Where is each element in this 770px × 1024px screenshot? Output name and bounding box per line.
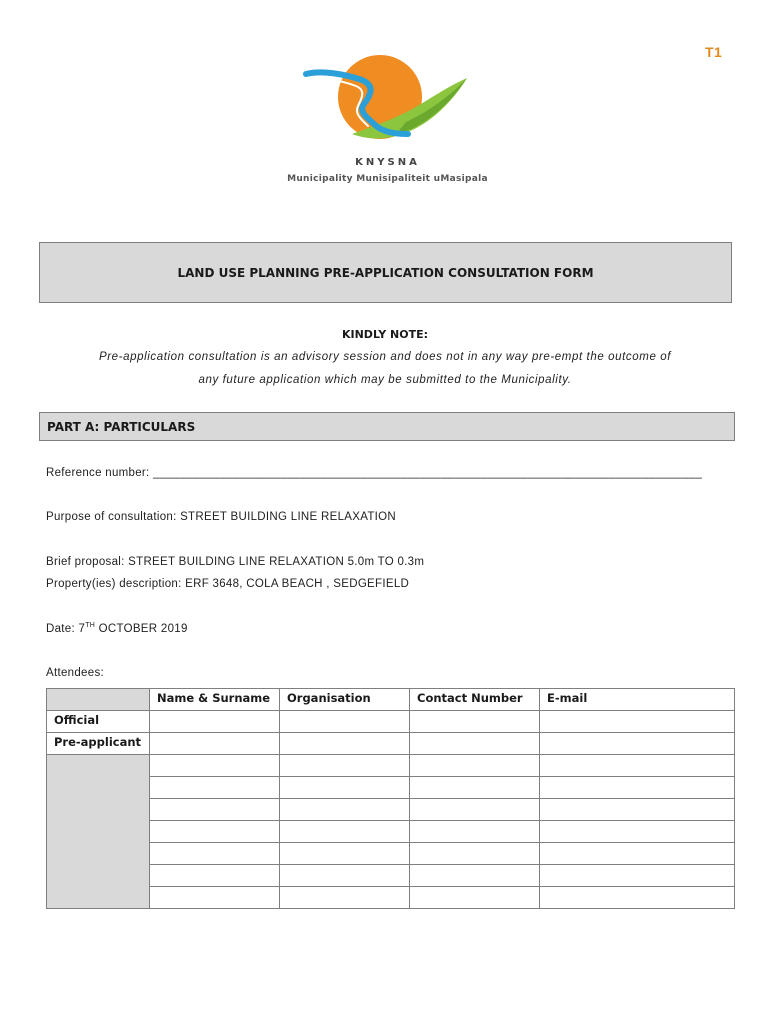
form-code: T1 [705, 44, 723, 60]
email-cell[interactable] [540, 755, 735, 777]
table-row [47, 799, 735, 821]
contact-cell[interactable] [410, 755, 540, 777]
email-cell[interactable] [540, 865, 735, 887]
header-name-surname: Name & Surname [150, 689, 280, 711]
email-cell[interactable] [540, 777, 735, 799]
table-row [47, 777, 735, 799]
part-a-heading: PART A: PARTICULARS [47, 419, 196, 434]
email-cell[interactable] [540, 711, 735, 733]
table-row [47, 865, 735, 887]
name-cell[interactable] [150, 865, 280, 887]
reference-number-field[interactable]: Reference number: __________________________________________________________________________________ [46, 467, 703, 479]
brief-proposal-field[interactable]: Brief proposal: STREET BUILDING LINE RELAXATION 5.0m TO 0.3m [46, 556, 425, 568]
header-contact-number: Contact Number [410, 689, 540, 711]
attendees-label: Attendees: [46, 667, 104, 679]
contact-cell[interactable] [410, 843, 540, 865]
organisation-cell[interactable] [280, 755, 410, 777]
contact-cell[interactable] [410, 777, 540, 799]
form-title-box [39, 242, 732, 303]
email-cell[interactable] [540, 887, 735, 909]
email-cell[interactable] [540, 821, 735, 843]
logo-tagline: Municipality Munisipaliteit uMasipala [287, 174, 488, 184]
contact-cell[interactable] [410, 887, 540, 909]
name-cell[interactable] [150, 755, 280, 777]
logo-name: KNYSNA [355, 157, 420, 168]
logo-emblem-icon [300, 50, 475, 155]
header-organisation: Organisation [280, 689, 410, 711]
name-cell[interactable] [150, 799, 280, 821]
organisation-cell[interactable] [280, 843, 410, 865]
name-cell[interactable] [150, 887, 280, 909]
note-line-2: any future application which may be submitted to the Municipality. [198, 374, 572, 386]
row-label-pre-applicant: Pre-applicant [47, 733, 150, 755]
table-header-row [47, 689, 735, 711]
table-row [47, 821, 735, 843]
date-field[interactable] [46, 623, 188, 635]
note-heading: KINDLY NOTE: [341, 328, 429, 341]
email-cell[interactable] [540, 843, 735, 865]
table-row [47, 887, 735, 909]
organisation-cell[interactable] [280, 799, 410, 821]
part-a-header [39, 412, 735, 441]
date-prefix: Date: 7 [46, 623, 86, 635]
name-cell[interactable] [150, 733, 280, 755]
header-cell-blank [47, 689, 150, 711]
knysna-logo [287, 50, 488, 190]
grey-label-block [47, 755, 150, 909]
property-description-field[interactable]: Property(ies) description: ERF 3648, COLA BEACH , SEDGEFIELD [46, 578, 410, 590]
name-cell[interactable] [150, 821, 280, 843]
organisation-cell[interactable] [280, 887, 410, 909]
contact-cell[interactable] [410, 821, 540, 843]
name-cell[interactable] [150, 777, 280, 799]
contact-cell[interactable] [410, 799, 540, 821]
organisation-cell[interactable] [280, 821, 410, 843]
purpose-field[interactable]: Purpose of consultation: STREET BUILDING LINE RELAXATION [46, 511, 397, 523]
table-row [47, 843, 735, 865]
name-cell[interactable] [150, 711, 280, 733]
row-label-official: Official [47, 711, 150, 733]
organisation-cell[interactable] [280, 865, 410, 887]
email-cell[interactable] [540, 799, 735, 821]
date-rest: OCTOBER 2019 [95, 623, 188, 635]
organisation-cell[interactable] [280, 711, 410, 733]
table-row [47, 733, 735, 755]
name-cell[interactable] [150, 843, 280, 865]
note-line-1: Pre-application consultation is an advisory session and does not in any way pre-empt the outcome of [98, 351, 672, 363]
attendees-table [46, 688, 735, 909]
contact-cell[interactable] [410, 711, 540, 733]
contact-cell[interactable] [410, 865, 540, 887]
email-cell[interactable] [540, 733, 735, 755]
organisation-cell[interactable] [280, 777, 410, 799]
organisation-cell[interactable] [280, 733, 410, 755]
date-superscript: TH [85, 622, 96, 629]
table-row [47, 755, 735, 777]
header-email: E-mail [540, 689, 735, 711]
form-title: LAND USE PLANNING PRE-APPLICATION CONSULTATION FORM [177, 265, 594, 280]
contact-cell[interactable] [410, 733, 540, 755]
table-row [47, 711, 735, 733]
